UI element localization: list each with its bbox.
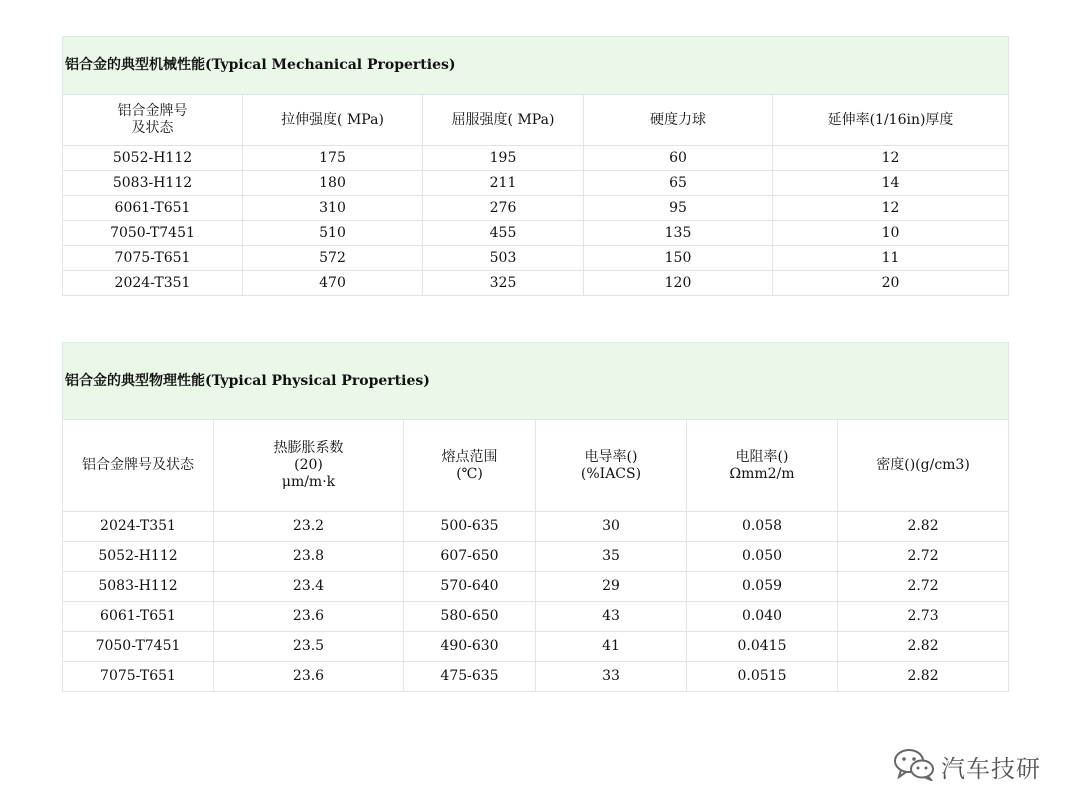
table-cell: 7075-T651 [63,662,214,692]
watermark [893,747,1041,785]
table-row [63,662,1009,692]
table-cell: 490-630 [404,632,536,662]
table-row [63,512,1009,542]
table-row [63,271,1009,296]
column-header: 电阻率() Ωmm2/m [687,420,838,512]
table-cell: 310 [243,196,423,221]
table-title-row [63,37,1009,95]
table-cell: 135 [584,221,773,246]
table-cell: 2024-T351 [63,271,243,296]
table-cell: 23.8 [214,542,404,572]
table-cell: 510 [243,221,423,246]
table-row [63,572,1009,602]
table-row [63,171,1009,196]
table-cell: 211 [423,171,584,196]
table-cell: 10 [773,221,1009,246]
table-row [63,196,1009,221]
table-header-row [63,420,1009,512]
table-cell: 23.6 [214,662,404,692]
table-cell: 180 [243,171,423,196]
table-cell: 455 [423,221,584,246]
column-header: 铝合金牌号 及状态 [63,95,243,146]
table-cell: 175 [243,146,423,171]
table-cell: 2.82 [838,512,1009,542]
table-cell: 0.0515 [687,662,838,692]
table-cell: 5052-H112 [63,542,214,572]
column-header: 拉伸强度( MPa) [243,95,423,146]
table-cell: 475-635 [404,662,536,692]
table-cell: 5083-H112 [63,572,214,602]
table-cell: 2.73 [838,602,1009,632]
table-row [63,221,1009,246]
table-cell: 7050-T7451 [63,221,243,246]
table-cell: 12 [773,196,1009,221]
table-cell: 30 [536,512,687,542]
table-cell: 2.82 [838,662,1009,692]
table-cell: 5083-H112 [63,171,243,196]
table-cell: 0.050 [687,542,838,572]
table-cell: 0.059 [687,572,838,602]
table-cell: 5052-H112 [63,146,243,171]
table-cell: 35 [536,542,687,572]
table-cell: 276 [423,196,584,221]
column-header: 铝合金牌号及状态 [63,420,214,512]
table-cell: 43 [536,602,687,632]
table-cell: 470 [243,271,423,296]
watermark-text: 汽车技研 [941,754,1041,783]
table-cell: 29 [536,572,687,602]
column-header: 热膨胀系数 (20) μm/m·k [214,420,404,512]
table-cell: 95 [584,196,773,221]
table-cell: 23.6 [214,602,404,632]
wechat-icon [893,747,935,785]
table-cell: 2.72 [838,572,1009,602]
table-cell: 23.4 [214,572,404,602]
column-header: 密度()(g/cm3) [838,420,1009,512]
table-cell: 2.72 [838,542,1009,572]
table-cell: 20 [773,271,1009,296]
table-cell: 14 [773,171,1009,196]
table-cell: 607-650 [404,542,536,572]
table-cell: 11 [773,246,1009,271]
column-header: 硬度力球 [584,95,773,146]
column-header: 屈服强度( MPa) [423,95,584,146]
table-cell: 65 [584,171,773,196]
table-cell: 12 [773,146,1009,171]
mechanical-table-title: 铝合金的典型机械性能(Typical Mechanical Properties) [63,37,1009,95]
table-cell: 0.040 [687,602,838,632]
table-cell: 0.0415 [687,632,838,662]
column-header: 延伸率(1/16in)厚度 [773,95,1009,146]
table-cell: 2024-T351 [63,512,214,542]
table-cell: 0.058 [687,512,838,542]
table-cell: 6061-T651 [63,196,243,221]
table-cell: 7050-T7451 [63,632,214,662]
table-cell: 7075-T651 [63,246,243,271]
column-header: 熔点范围 (℃) [404,420,536,512]
table-cell: 23.5 [214,632,404,662]
table-cell: 503 [423,246,584,271]
table-title-row [63,343,1009,420]
table-cell: 572 [243,246,423,271]
table-cell: 120 [584,271,773,296]
table-row [63,146,1009,171]
table-cell: 325 [423,271,584,296]
mechanical-properties-table [62,36,1009,296]
table-cell: 23.2 [214,512,404,542]
table-cell: 570-640 [404,572,536,602]
column-header: 电导率() (%IACS) [536,420,687,512]
table-row [63,246,1009,271]
table-header-row [63,95,1009,146]
table-cell: 150 [584,246,773,271]
table-row [63,632,1009,662]
physical-table-title: 铝合金的典型物理性能(Typical Physical Properties) [63,343,1009,420]
table-cell: 60 [584,146,773,171]
table-cell: 500-635 [404,512,536,542]
table-cell: 580-650 [404,602,536,632]
physical-properties-table [62,342,1009,692]
table-cell: 33 [536,662,687,692]
table-cell: 195 [423,146,584,171]
table-row [63,542,1009,572]
table-cell: 2.82 [838,632,1009,662]
table-row [63,602,1009,632]
table-cell: 6061-T651 [63,602,214,632]
table-cell: 41 [536,632,687,662]
